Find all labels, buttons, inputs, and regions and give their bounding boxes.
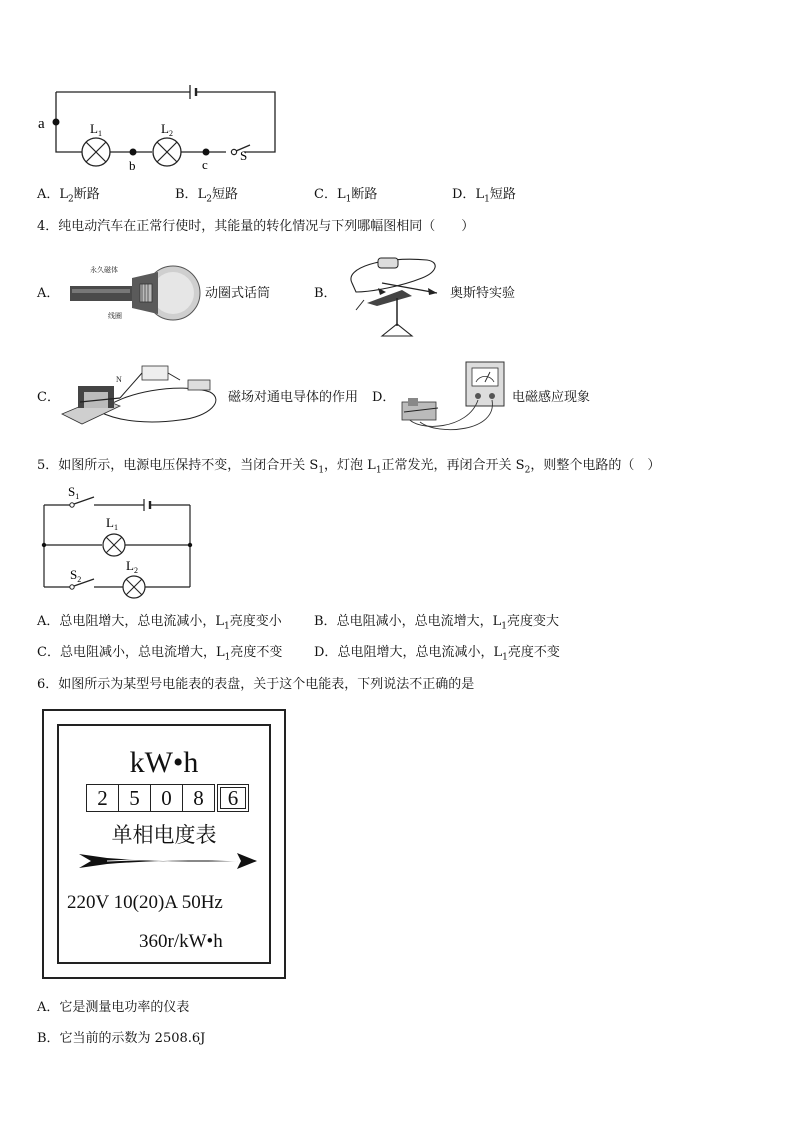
stem-part: 5．如图所示，电源电压保持不变，当闭合开关 S — [37, 458, 319, 473]
option-sub: 1 — [224, 621, 230, 632]
option-text: 总电阻减小，总电流增大，L — [59, 645, 225, 660]
magnet-label: 永久磁体 — [90, 266, 118, 274]
meter-digit: 0 — [150, 784, 183, 812]
meter-constant: 360r/kW•h — [139, 931, 223, 952]
label-L2: $L_2$ — [126, 558, 138, 575]
q3-option-b[interactable] — [175, 186, 238, 209]
meter-digit-counter — [87, 784, 249, 812]
meter-inner-frame — [57, 724, 271, 964]
option-letter: D． — [452, 187, 476, 202]
option-tail: 断路 — [73, 187, 100, 202]
q3-option-c[interactable] — [314, 186, 377, 209]
microphone-image — [68, 262, 203, 322]
meter-digit: 2 — [86, 784, 119, 812]
option-text: L — [336, 187, 346, 202]
meter-digit: 8 — [182, 784, 215, 812]
option-tail: 短路 — [489, 187, 516, 202]
option-sub: 1 — [502, 652, 508, 663]
option-sub: 1 — [224, 652, 231, 663]
electromagnetic-induction-image — [398, 360, 510, 436]
label-S2: $S_2$ — [70, 567, 82, 584]
meter-digit: 5 — [118, 784, 151, 812]
oersted-experiment-image — [342, 248, 442, 340]
label-a: a — [38, 116, 45, 132]
q4-stem: 4．纯电动汽车在正常行使时，其能量的转化情况与下列哪幅图相同（ ） — [37, 219, 475, 234]
option-text: 总电阻增大，总电流减小，L — [59, 614, 225, 629]
option-sub: 2 — [68, 194, 74, 205]
option-tail: 亮度不变 — [230, 645, 283, 660]
option-text: L — [475, 187, 485, 202]
option-letter: B． — [314, 614, 337, 629]
q4-option-a-caption: 动圈式话筒 — [205, 286, 271, 301]
q4-option-c-letter[interactable]: C． — [37, 390, 60, 405]
meter-rating: 220V 10(20)A 50Hz — [67, 892, 223, 913]
label-L2: $L_2$ — [161, 121, 173, 138]
label-L1: $L_1$ — [106, 515, 118, 532]
stem-sub: 1 — [375, 465, 382, 476]
q5-option-d[interactable] — [314, 644, 560, 667]
q3-option-d[interactable] — [452, 186, 516, 209]
option-letter: A． — [37, 614, 60, 629]
stem-part: ，灯泡 L — [324, 458, 376, 473]
option-letter: A． — [37, 187, 60, 202]
q4-option-b-caption: 奥斯特实验 — [450, 286, 516, 301]
label-L1: $L_1$ — [90, 121, 102, 138]
conductor-in-field-image — [60, 362, 228, 434]
option-tail: 断路 — [351, 187, 378, 202]
q6-option-b[interactable]: B．它当前的示数为 2508.6J — [37, 1031, 206, 1046]
q5-option-a[interactable] — [37, 613, 282, 636]
meter-decimal-digit — [217, 784, 249, 812]
option-text: L — [59, 187, 69, 202]
option-letter: D． — [314, 645, 338, 660]
meter-unit: kW•h — [129, 746, 199, 779]
option-tail: 亮度变大 — [506, 614, 559, 629]
north-pole-label: N — [116, 375, 122, 384]
option-tail: 亮度变小 — [229, 614, 282, 629]
q6-option-a[interactable]: A．它是测量电功率的仪表 — [37, 1000, 190, 1015]
option-letter: C． — [314, 187, 337, 202]
stem-part: ，则整个电路的（ ） — [530, 458, 661, 473]
stem-sub: 2 — [524, 465, 531, 476]
q4-option-a-letter[interactable]: A． — [37, 286, 60, 301]
label-c: c — [202, 157, 208, 172]
q4-option-d-caption: 电磁感应现象 — [512, 390, 591, 405]
decimal-digit-value: 6 — [220, 787, 246, 809]
q5-circuit-diagram — [34, 483, 204, 601]
option-letter: B． — [175, 187, 198, 202]
option-tail: 亮度不变 — [507, 645, 560, 660]
q5-option-c[interactable] — [37, 644, 282, 667]
option-text: 总电阻增大，总电流减小，L — [337, 645, 503, 660]
q4-option-c-caption: 磁场对通电导体的作用 — [228, 390, 359, 405]
q5-stem — [37, 457, 660, 480]
option-tail: 短路 — [211, 187, 238, 202]
stem-part: 正常发光，再闭合开关 S — [381, 458, 525, 473]
option-sub: 1 — [484, 194, 490, 205]
option-text: L — [197, 187, 207, 202]
q4-option-b-letter[interactable]: B． — [314, 286, 337, 301]
option-sub: 1 — [345, 194, 352, 205]
option-sub: 2 — [206, 194, 212, 205]
label-b: b — [129, 158, 136, 173]
q6-stem: 6．如图所示为某型号电能表的表盘，关于这个电能表，下列说法不正确的是 — [37, 677, 475, 692]
option-sub: 1 — [501, 621, 507, 632]
coil-label: 线圈 — [108, 312, 122, 320]
label-S1: $S_1$ — [68, 484, 80, 501]
q3-option-a[interactable] — [37, 186, 100, 209]
energy-meter-face — [42, 709, 286, 979]
meter-name: 单相电度表 — [111, 823, 217, 847]
stem-sub: 1 — [318, 465, 325, 476]
q5-option-b[interactable] — [314, 613, 559, 636]
label-S: S — [240, 148, 248, 163]
option-text: 总电阻减小，总电流增大，L — [336, 614, 502, 629]
rotation-arrow-icon — [77, 850, 257, 872]
q3-circuit-diagram — [30, 78, 290, 178]
option-letter: C． — [37, 645, 60, 660]
q4-option-d-letter[interactable]: D． — [372, 390, 396, 405]
